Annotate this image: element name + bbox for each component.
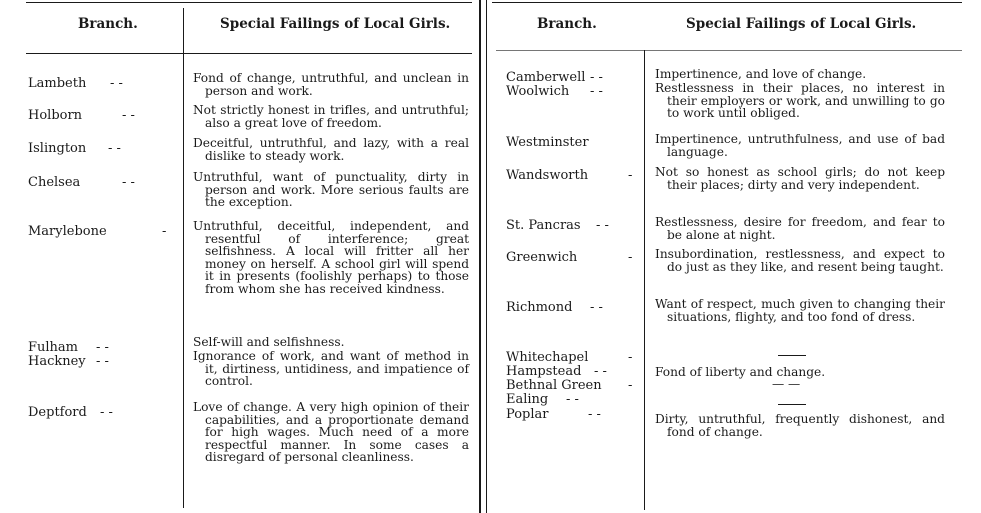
header-failings-right: Special Failings of Local Girls.	[686, 16, 917, 32]
dash: -	[628, 168, 633, 183]
dash: - -	[122, 175, 135, 190]
dash: -	[628, 250, 633, 265]
dash: - -	[590, 300, 603, 315]
branch-holborn: Holborn	[28, 108, 83, 123]
center-divider	[479, 0, 481, 513]
failings-text: Not strictly honest in trifles, and untruthful; also a great love of freedom.	[193, 103, 469, 130]
header-branch-left: Branch.	[78, 16, 138, 32]
branch-greenwich: Greenwich	[506, 250, 578, 265]
blank-rule	[778, 355, 806, 356]
branch-hampstead: Hampstead	[506, 364, 582, 379]
branch-richmond: Richmond	[506, 300, 573, 315]
failings-text: Ignorance of work, and want of method in it, dirtiness, untidiness, and impatience of control.	[193, 349, 469, 389]
dash: - -	[588, 407, 601, 422]
top-rule-left	[26, 2, 472, 3]
blank-rule	[778, 404, 806, 405]
header-branch-right: Branch.	[537, 16, 597, 32]
dash: - -	[596, 218, 609, 233]
failings-text: Restlessness in their places, no interest in their employers or work, and unwilling to go to work until obliged.	[655, 81, 945, 121]
branch-islington: Islington	[28, 141, 87, 156]
branch-fulham: Fulham	[28, 340, 79, 355]
dash: - -	[122, 108, 135, 123]
dash: - -	[100, 405, 113, 420]
branch-whitechapel: Whitechapel	[506, 350, 589, 365]
failings-text: Insubordination, restlessness, and expect to do just as they like, and resent being taught.	[655, 247, 945, 274]
header-failings-left: Special Failings of Local Girls.	[220, 16, 451, 32]
branch-poplar: Poplar	[506, 407, 549, 422]
failings-text: Fond of liberty and change.	[655, 365, 826, 379]
failings-text: Impertinence, and love of change.	[655, 67, 867, 81]
dash: -	[628, 350, 633, 365]
failings-text: Dirty, untruthful, frequently dishonest, and fond of change.	[655, 412, 945, 439]
failings-text: Untruthful, deceitful, independent, and resentful of interference; great selfishness. A local will fritter all her money on herself. A school girl will spend it in presents (foolishly perhaps) to those from whom she has received kindness.	[193, 219, 469, 296]
branch-ealing: Ealing	[506, 392, 549, 407]
col-divider-right	[644, 50, 645, 510]
dash: - -	[96, 340, 109, 355]
failings-text: Not so honest as school girls; do not keep their places; dirty and very independent.	[655, 165, 945, 192]
dash: - -	[108, 141, 121, 156]
branch-hackney: Hackney	[28, 354, 86, 369]
dash: - -	[566, 392, 579, 407]
branch-bethnal-green: Bethnal Green	[506, 378, 602, 393]
header-rule-left	[26, 53, 472, 54]
branch-marylebone: Marylebone	[28, 224, 107, 239]
failings-text: Self-will and selfishness.	[193, 335, 345, 349]
dash: -	[628, 378, 633, 393]
dash: - -	[590, 70, 603, 85]
branch-lambeth: Lambeth	[28, 76, 87, 91]
branch-woolwich: Woolwich	[506, 84, 570, 99]
failings-text: Love of change. A very high opinion of their capabilities, and a proportionate demand for high wages. Much need of a more respectful manner. In some cases a disregard of personal cleanliness.	[193, 400, 469, 465]
dash: - -	[96, 354, 109, 369]
center-divider-inner	[486, 0, 487, 513]
branch-wandsworth: Wandsworth	[506, 168, 589, 183]
failings-text: Fond of change, untruthful, and unclean in person and work.	[193, 71, 469, 98]
dash: -	[162, 224, 167, 239]
branch-deptford: Deptford	[28, 405, 87, 420]
failings-text: Want of respect, much given to changing their situations, flighty, and too fond of dress.	[655, 297, 945, 324]
dash: - -	[110, 76, 123, 91]
branch-st-pancras: St. Pancras	[506, 218, 581, 233]
failings-text: Restlessness, desire for freedom, and fear to be alone at night.	[655, 215, 945, 242]
failings-text: Deceitful, untruthful, and lazy, with a real dislike to steady work.	[193, 136, 469, 163]
failings-text: — —	[772, 377, 801, 391]
top-rule-right	[492, 2, 962, 3]
branch-camberwell: Camberwell	[506, 70, 586, 85]
failings-text: Untruthful, want of punctuality, dirty in person and work. More serious faults are the exception.	[193, 170, 469, 210]
dash: - -	[590, 84, 603, 99]
dash: - -	[594, 364, 607, 379]
branch-westminster: Westminster	[506, 135, 589, 150]
header-rule-right	[496, 50, 962, 51]
col-divider-left	[183, 8, 184, 508]
branch-chelsea: Chelsea	[28, 175, 81, 190]
failings-text: Impertinence, untruthfulness, and use of bad language.	[655, 132, 945, 159]
